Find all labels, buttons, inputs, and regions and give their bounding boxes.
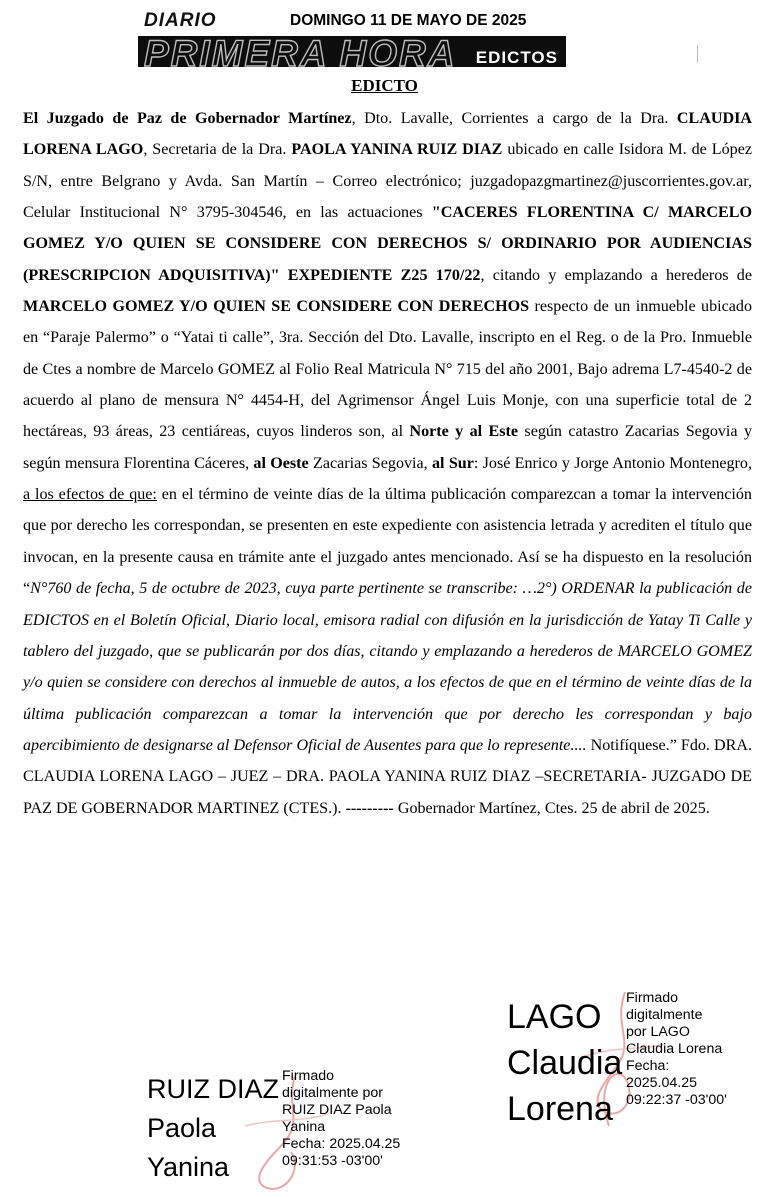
digital-signature-ruiz-diaz [145, 1066, 425, 1194]
body-text: Notifíquese.” Fdo. DRA. CLAUDIA LORENA LAGO – JUEZ – DRA. PAOLA YANINA RUIZ DIAZ –SECRETARIA- JUZGADO DE PAZ DE GOBERNADOR MARTINEZ (CTES.). [23, 736, 752, 817]
boundary-south: al Sur [432, 454, 474, 472]
resolution-quote: N°760 de fecha, 5 de octubre de 2023, cuya parte pertinente se transcribe: …2°) ORDENAR la publicación de EDICTOS en el Boletín Oficial, Diario local, emisora radial con difusión en la jurisdicción de Yatay Ti Calle y tablero del juzgado, que se publicarán por dos días, citando y emplazando a herederos de MARCELO GOMEZ y/o quien se considere con derechos al inmueble de autos, a los efectos de que en el término de veinte días de la última publicación comparezcan a tomar la intervención que por derecho les correspondan y bajo apercibimiento de designarse al Defensor Oficial de Ausentes para que lo represente.... [23, 580, 752, 754]
boundary-north-east: Norte y al Este [409, 423, 519, 441]
section-label: EDICTOS [475, 48, 558, 67]
signature-note-line: Claudia Lorena [626, 1041, 723, 1057]
separator-dashes: --------- [345, 799, 394, 817]
signature-time: 09:22:37 -03'00' [626, 1092, 727, 1108]
defendant-name: MARCELO GOMEZ Y/O QUIEN SE CONSIDERE CON DERECHOS [23, 298, 530, 316]
secretary-name: PAOLA YANINA RUIZ DIAZ [291, 141, 503, 159]
body-text: en el término de veinte días de la última publicación comparezcan a tomar la intervención que por derecho les correspondan, se presenten en este expediente con asistencia letrada y acrediten el título que invocan, en la presente causa en trámite ante el juzgado antes mencionado. Así se ha dispuesto en la resolución “ [23, 486, 752, 598]
purpose-clause: a los efectos de que: [23, 486, 157, 504]
body-text: según catastro Zacarias Segovia y según mensura Florentina Cáceres, [23, 423, 752, 472]
issue-date: DOMINGO 11 DE MAYO DE 2025 [290, 12, 527, 29]
body-text: Zacarias Segovia, [308, 454, 432, 472]
signer-middlename: Lorena [507, 1090, 613, 1128]
signer-middlename: Yanina [147, 1152, 230, 1182]
masthead-top-strip [138, 10, 566, 36]
case-title: "CACERES FLORENTINA C/ MARCELO GOMEZ Y/O QUIEN SE CONSIDERE CON DERECHOS S/ ORDINARIO POR AUDIENCIAS (PRESCRIPCION ADQUISITIVA)" EXPEDIENTE Z25 170/22 [23, 204, 752, 284]
signature-note-line: digitalmente por [282, 1085, 383, 1101]
signature-note-line: Firmado [282, 1068, 335, 1084]
body-text: , Dto. Lavalle, Corrientes a cargo de la Dra. [351, 110, 677, 127]
signature-date: Fecha: 2025.04.25 [282, 1136, 401, 1152]
digital-signature-lago [505, 986, 755, 1136]
masthead-banner [138, 36, 566, 67]
court-name: El Juzgado de Paz de Gobernador Martínez [23, 110, 352, 127]
signature-note-line: Fecha: [626, 1058, 670, 1074]
edict-body [23, 103, 752, 824]
signature-note-line: digitalmente [626, 1007, 703, 1023]
body-text: : José Enrico y Jorge Antonio Montenegro, [473, 454, 752, 472]
body-text: , Secretaria de la Dra. [143, 141, 292, 159]
signature-date: 2025.04.25 [626, 1075, 698, 1091]
body-text: respecto de un inmueble ubicado en “Paraje Palermo” o “Yatai ti calle”, 3ra. Sección del Dto. Lavalle, inscripto en el Reg. o de la Pro. Inmueble de Ctes a nombre de Marcelo GOMEZ al Folio Real Matricula N° 715 del año 2001, Bajo adrema L7-4540-2 de acuerdo al plano de mensura N° 4454-H, del Agrimensor Ángel Luis Monje, con una superficie total de 2 hectáreas, 93 áreas, 23 centiáreas, cuyos linderos son, al [23, 298, 752, 441]
newspaper-logo: PRIMERA HORA [144, 36, 457, 67]
masthead-diario: DIARIO [144, 10, 217, 31]
signature-note-line: Yanina [282, 1119, 326, 1135]
document-title: EDICTO [351, 76, 418, 95]
boundary-west: al Oeste [253, 454, 309, 472]
signature-note-line: por LAGO [626, 1024, 690, 1040]
signer-surname: LAGO [507, 998, 602, 1036]
masthead [138, 10, 566, 67]
signer-firstname: Paola [147, 1113, 217, 1143]
signature-time: 09:31:53 -03'00' [282, 1153, 383, 1169]
place-and-date: Gobernador Martínez, Ctes. 25 de abril de 2025. [393, 799, 710, 817]
signer-firstname: Claudia [507, 1044, 623, 1082]
signature-note-line: Firmado [626, 990, 679, 1006]
body-text: ubicado en calle Isidora M. de López S/N, entre Belgrano y Avda. San Martín – Correo electrónico; juzgadopazgmartinez@juscorrientes.gov.ar, Celular Institucional N° 3795-304546, en las actuaciones [23, 141, 752, 222]
signature-note-line: RUIZ DIAZ Paola [282, 1102, 392, 1118]
judge-name: CLAUDIA LORENA LAGO [23, 110, 752, 159]
page-edge-mark [697, 45, 698, 63]
body-text: , citando y emplazando a herederos de [480, 266, 752, 284]
signer-surname: RUIZ DIAZ [147, 1074, 279, 1104]
